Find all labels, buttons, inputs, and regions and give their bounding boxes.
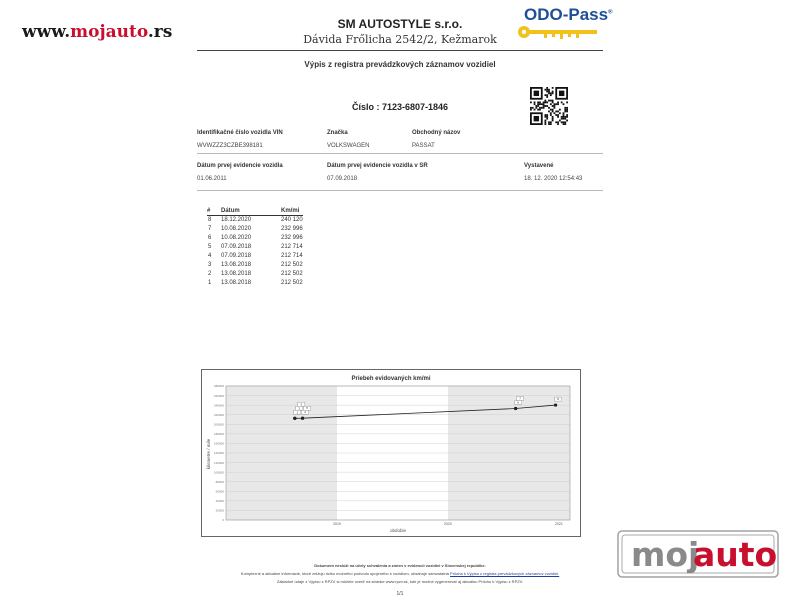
logo-reg: ® — [608, 9, 613, 16]
vin-label: Identifikačné číslo vozidla VIN — [197, 130, 283, 136]
chart-y-tick-label: 200000 — [213, 422, 224, 427]
history-cell-date: 13.08.2018 — [221, 280, 252, 286]
document-number: Číslo : 7123-6807-1846 — [351, 102, 449, 112]
chart-point — [293, 417, 296, 420]
chart-x-axis-label: obdobie — [389, 528, 407, 533]
chart-x-tick-label: 2019 — [333, 522, 341, 526]
chart-point-label: 2 — [298, 406, 301, 411]
brand-label: Značka — [327, 130, 348, 136]
company-address: Dávida Frőlicha 2542/2, Kežmarok — [303, 33, 497, 46]
chart-point-label: 6 — [517, 400, 519, 405]
first-registration-label: Dátum prvej evidencie vozidla — [197, 163, 283, 169]
vin-value: WVWZZZ3CZBE398181 — [197, 143, 263, 149]
qr-code-icon — [530, 87, 568, 125]
history-cell-num: 6 — [208, 235, 212, 241]
history-cell-km: 212 714 — [281, 253, 303, 259]
chart-title: Priebeh evidovaných km/mi — [351, 376, 431, 382]
history-cell-km: 232 996 — [281, 235, 303, 241]
chart-x-tick-label: 2020 — [444, 522, 452, 526]
history-header-underline — [207, 215, 303, 216]
history-cell-date: 10.08.2020 — [221, 226, 252, 232]
first-registration-value: 01.06.2011 — [197, 176, 227, 182]
model-label: Obchodný názov — [412, 130, 461, 136]
history-cell-num: 4 — [208, 253, 212, 259]
chart-y-tick-label: 260000 — [213, 393, 224, 398]
history-cell-date: 07.09.2018 — [221, 244, 252, 250]
history-cell-date: 07.09.2018 — [221, 253, 252, 259]
issued-value: 18. 12. 2020 12:54:43 — [524, 176, 583, 182]
history-cell-km: 232 996 — [281, 226, 303, 232]
history-header-km: Km/mi — [281, 208, 300, 214]
chart-point — [514, 407, 517, 410]
footer-info — [200, 571, 600, 576]
first-registration-sr-value: 07.09.2018 — [327, 176, 358, 182]
history-cell-km: 212 502 — [281, 280, 303, 286]
history-cell-num: 5 — [208, 244, 212, 250]
details-divider-2 — [197, 190, 603, 191]
chart-y-axis-label: kilometre / míle — [206, 438, 211, 470]
chart-y-tick-label: 140000 — [213, 451, 224, 456]
history-header-date: Dátum — [221, 208, 240, 214]
site-url-brand: mojauto — [70, 22, 148, 42]
chart-y-tick-label: 180000 — [213, 432, 224, 437]
site-url[interactable] — [22, 22, 172, 42]
mojauto-watermark-logo — [617, 530, 779, 578]
mileage-chart-svg — [202, 370, 580, 536]
document-title: Výpis z registra prevádzkových záznamov vozidiel — [304, 60, 496, 69]
issued-label: Vystavené — [524, 163, 554, 169]
watermark-part1: moj — [631, 535, 700, 574]
odo-key-icon — [514, 22, 604, 42]
site-url-prefix: www. — [22, 22, 71, 42]
chart-point — [554, 403, 557, 406]
history-cell-km: 212 502 — [281, 271, 303, 277]
chart-point — [301, 417, 304, 420]
watermark-part2: auto — [693, 535, 778, 574]
history-cell-num: 7 — [208, 226, 212, 232]
brand-value: VOLKSWAGEN — [327, 143, 370, 149]
history-cell-km: 240 120 — [281, 217, 303, 223]
chart-x-tick-label: 2021 — [555, 522, 563, 526]
history-cell-km: 212 714 — [281, 244, 303, 250]
chart-y-tick-label: 20000 — [215, 508, 224, 513]
history-cell-date: 10.08.2020 — [221, 235, 252, 241]
chart-y-tick-label: 280000 — [213, 384, 224, 389]
footer-disclaimer: Dokument nesl​úži na účely schválenia a zmien v evidencii vozidiel v Slovenskej republike. — [314, 563, 486, 568]
chart-y-tick-label: 80000 — [215, 479, 224, 484]
chart-point-label: 7 — [519, 396, 521, 401]
chart-point-label: 4 — [304, 410, 306, 415]
model-value: PASSAT — [412, 143, 435, 149]
footer-info-text: Komplexné a aktuálne informácie, ktoré zn​ižujú riziko možného podvodu spojeného s vozidlom, obsahuje samostatná — [240, 571, 449, 576]
chart-y-tick-label: 120000 — [213, 460, 224, 465]
chart-point-label: 1 — [296, 410, 299, 415]
chart-y-tick-label: 160000 — [213, 441, 224, 446]
chart-y-tick-label: 100000 — [213, 470, 224, 475]
history-cell-num: 3 — [208, 262, 212, 268]
chart-point-label: 8 — [557, 397, 559, 402]
first-registration-sr-label: Dátum prvej evidencie vozidla v SR — [327, 163, 428, 169]
chart-y-tick-label: 40000 — [215, 499, 224, 504]
history-cell-num: 8 — [208, 217, 212, 223]
history-cell-num: 1 — [208, 280, 212, 286]
history-cell-num: 2 — [208, 271, 212, 277]
chart-y-tick-label: 240000 — [213, 403, 224, 408]
history-cell-date: 13.08.2018 — [221, 271, 252, 277]
details-divider — [197, 153, 603, 154]
history-cell-date: 18.12.2020 — [221, 217, 252, 223]
footer-attachment-link[interactable]: Príloha k Výpisu z registra prevádzkových záznamov vozidiel. — [450, 571, 560, 576]
chart-point-label: 3 — [300, 402, 303, 407]
footer-verify: Základné údaje z Výpisu z RPZV si môžete overiť na stránke www.rpzv.sk, kde je možné vygenerovať aj aktuálnu Prílohu k Výpisu z RPZV. — [276, 579, 524, 584]
chart-y-tick-label: 0 — [222, 518, 224, 523]
header-divider — [197, 50, 603, 51]
history-cell-date: 13.08.2018 — [221, 262, 252, 268]
site-url-suffix: .rs — [147, 22, 173, 42]
chart-point-label: 5 — [306, 406, 308, 411]
history-header-num: # — [207, 208, 211, 214]
chart-y-tick-label: 60000 — [215, 489, 224, 494]
company-name: SM AUTOSTYLE s.r.o. — [337, 17, 463, 31]
chart-y-tick-label: 220000 — [213, 412, 224, 417]
logo-text: ODO-Pass — [524, 5, 609, 24]
history-cell-km: 212 502 — [281, 262, 303, 268]
page-number: 1/1 — [396, 591, 404, 597]
mileage-chart — [201, 369, 581, 537]
